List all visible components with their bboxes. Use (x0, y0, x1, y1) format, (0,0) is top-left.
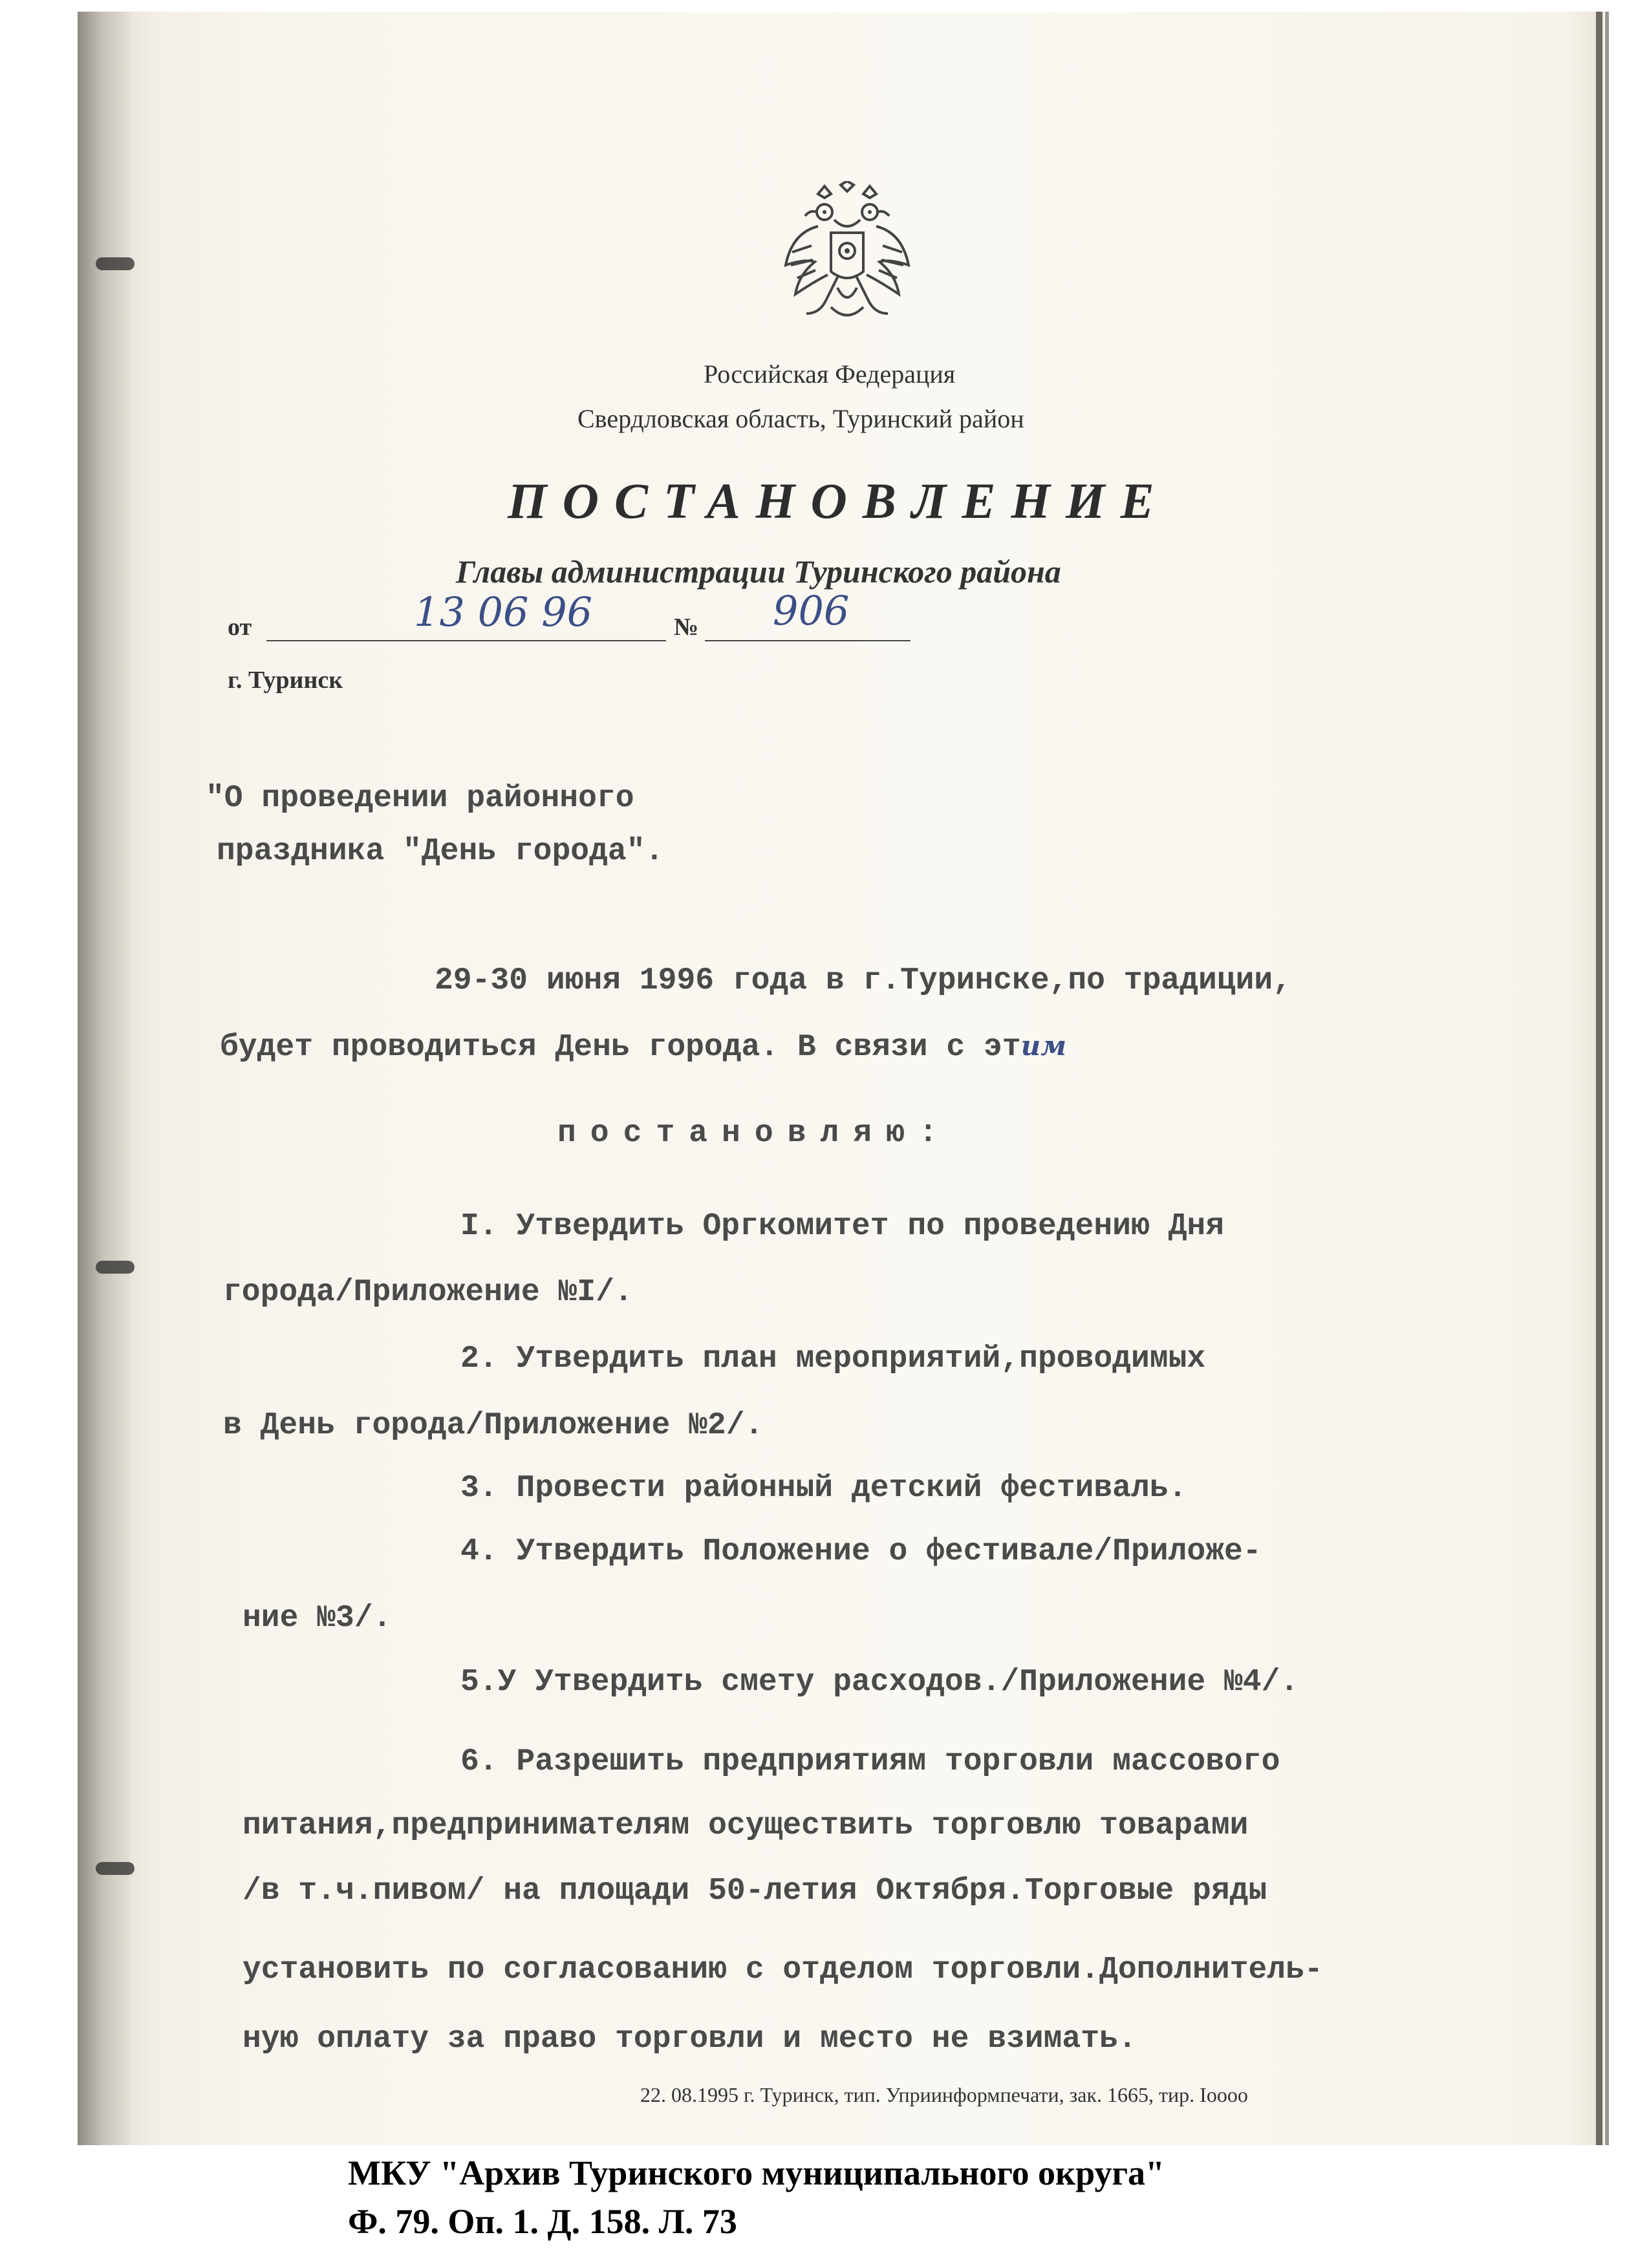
item-6-line-4: установить по согласованию с отделом торговли.Дополнитель- (242, 1952, 1323, 1987)
intro-line-2-handwritten: им (1020, 1030, 1067, 1062)
item-1-line-2: города/Приложение №I/. (223, 1275, 633, 1310)
page-edge (1596, 12, 1602, 2145)
intro-line-2-typed: будет проводиться День города. В связи с эт (220, 1030, 1021, 1065)
subject-line-1: "О проведении районного (206, 781, 634, 816)
item-5: 5.У Утвердить смету расходов./Приложение №4/. (460, 1665, 1299, 1700)
archive-stamp-line-1: МКУ "Архив Туринского муниципального округа" (348, 2154, 1165, 2192)
item-4-line-1: 4. Утвердить Положение о фестивале/Приложе- (460, 1534, 1262, 1569)
item-6-line-3: /в т.ч.пивом/ на площади 50-летия Октября.Торговые ряды (242, 1874, 1267, 1909)
binding-hole (96, 257, 135, 270)
binding-hole (96, 1261, 135, 1274)
coat-of-arms-icon (779, 181, 915, 330)
intro-line-2 (220, 1030, 1066, 1065)
item-2-line-1: 2. Утвердить план мероприятий,проводимых (460, 1342, 1206, 1376)
issue-city: г. Туринск (228, 667, 343, 694)
number-field-line (705, 640, 911, 641)
document-type-title: ПОСТАНОВЛЕНИЕ (508, 473, 1170, 529)
date-label: от (228, 614, 252, 641)
item-3: 3. Провести районный детский фестиваль. (460, 1471, 1187, 1506)
header-region: Свердловская область, Туринский район (577, 404, 1024, 433)
intro-line-1: 29-30 июня 1996 года в г.Туринске,по традиции, (435, 963, 1292, 998)
item-6-line-2: питания,предпринимателям осуществить торговлю товарами (242, 1808, 1249, 1843)
resolve-heading: постановляю: (557, 1116, 952, 1151)
item-4-line-2: ние №3/. (242, 1601, 392, 1636)
date-field-line (266, 640, 666, 641)
subject-line-2: праздника "День города". (217, 834, 664, 869)
printer-imprint: 22. 08.1995 г. Туринск, тип. Уприинформпечати, зак. 1665, тир. Iоооо (640, 2083, 1248, 2106)
binding-shadow (78, 12, 129, 2145)
handwritten-date: 13 06 96 (414, 588, 593, 636)
header-country: Российская Федерация (704, 359, 956, 389)
item-2-line-2: в День города/Приложение №2/. (223, 1408, 764, 1443)
item-6-line-1: 6. Разрешить предприятиям торговли массового (460, 1744, 1280, 1779)
handwritten-number: 906 (773, 587, 850, 634)
item-1-line-1: I. Утвердить Оргкомитет по проведению Дня (460, 1209, 1224, 1244)
archive-stamp-line-2: Ф. 79. Оп. 1. Д. 158. Л. 73 (348, 2202, 737, 2241)
item-6-line-5: ную оплату за право торговли и место не взимать. (242, 2022, 1137, 2057)
number-label: № (674, 614, 699, 641)
issuer-subtitle: Главы администрации Туринского района (456, 553, 1061, 590)
page-edge (1605, 12, 1609, 2145)
binding-hole (96, 1862, 135, 1875)
